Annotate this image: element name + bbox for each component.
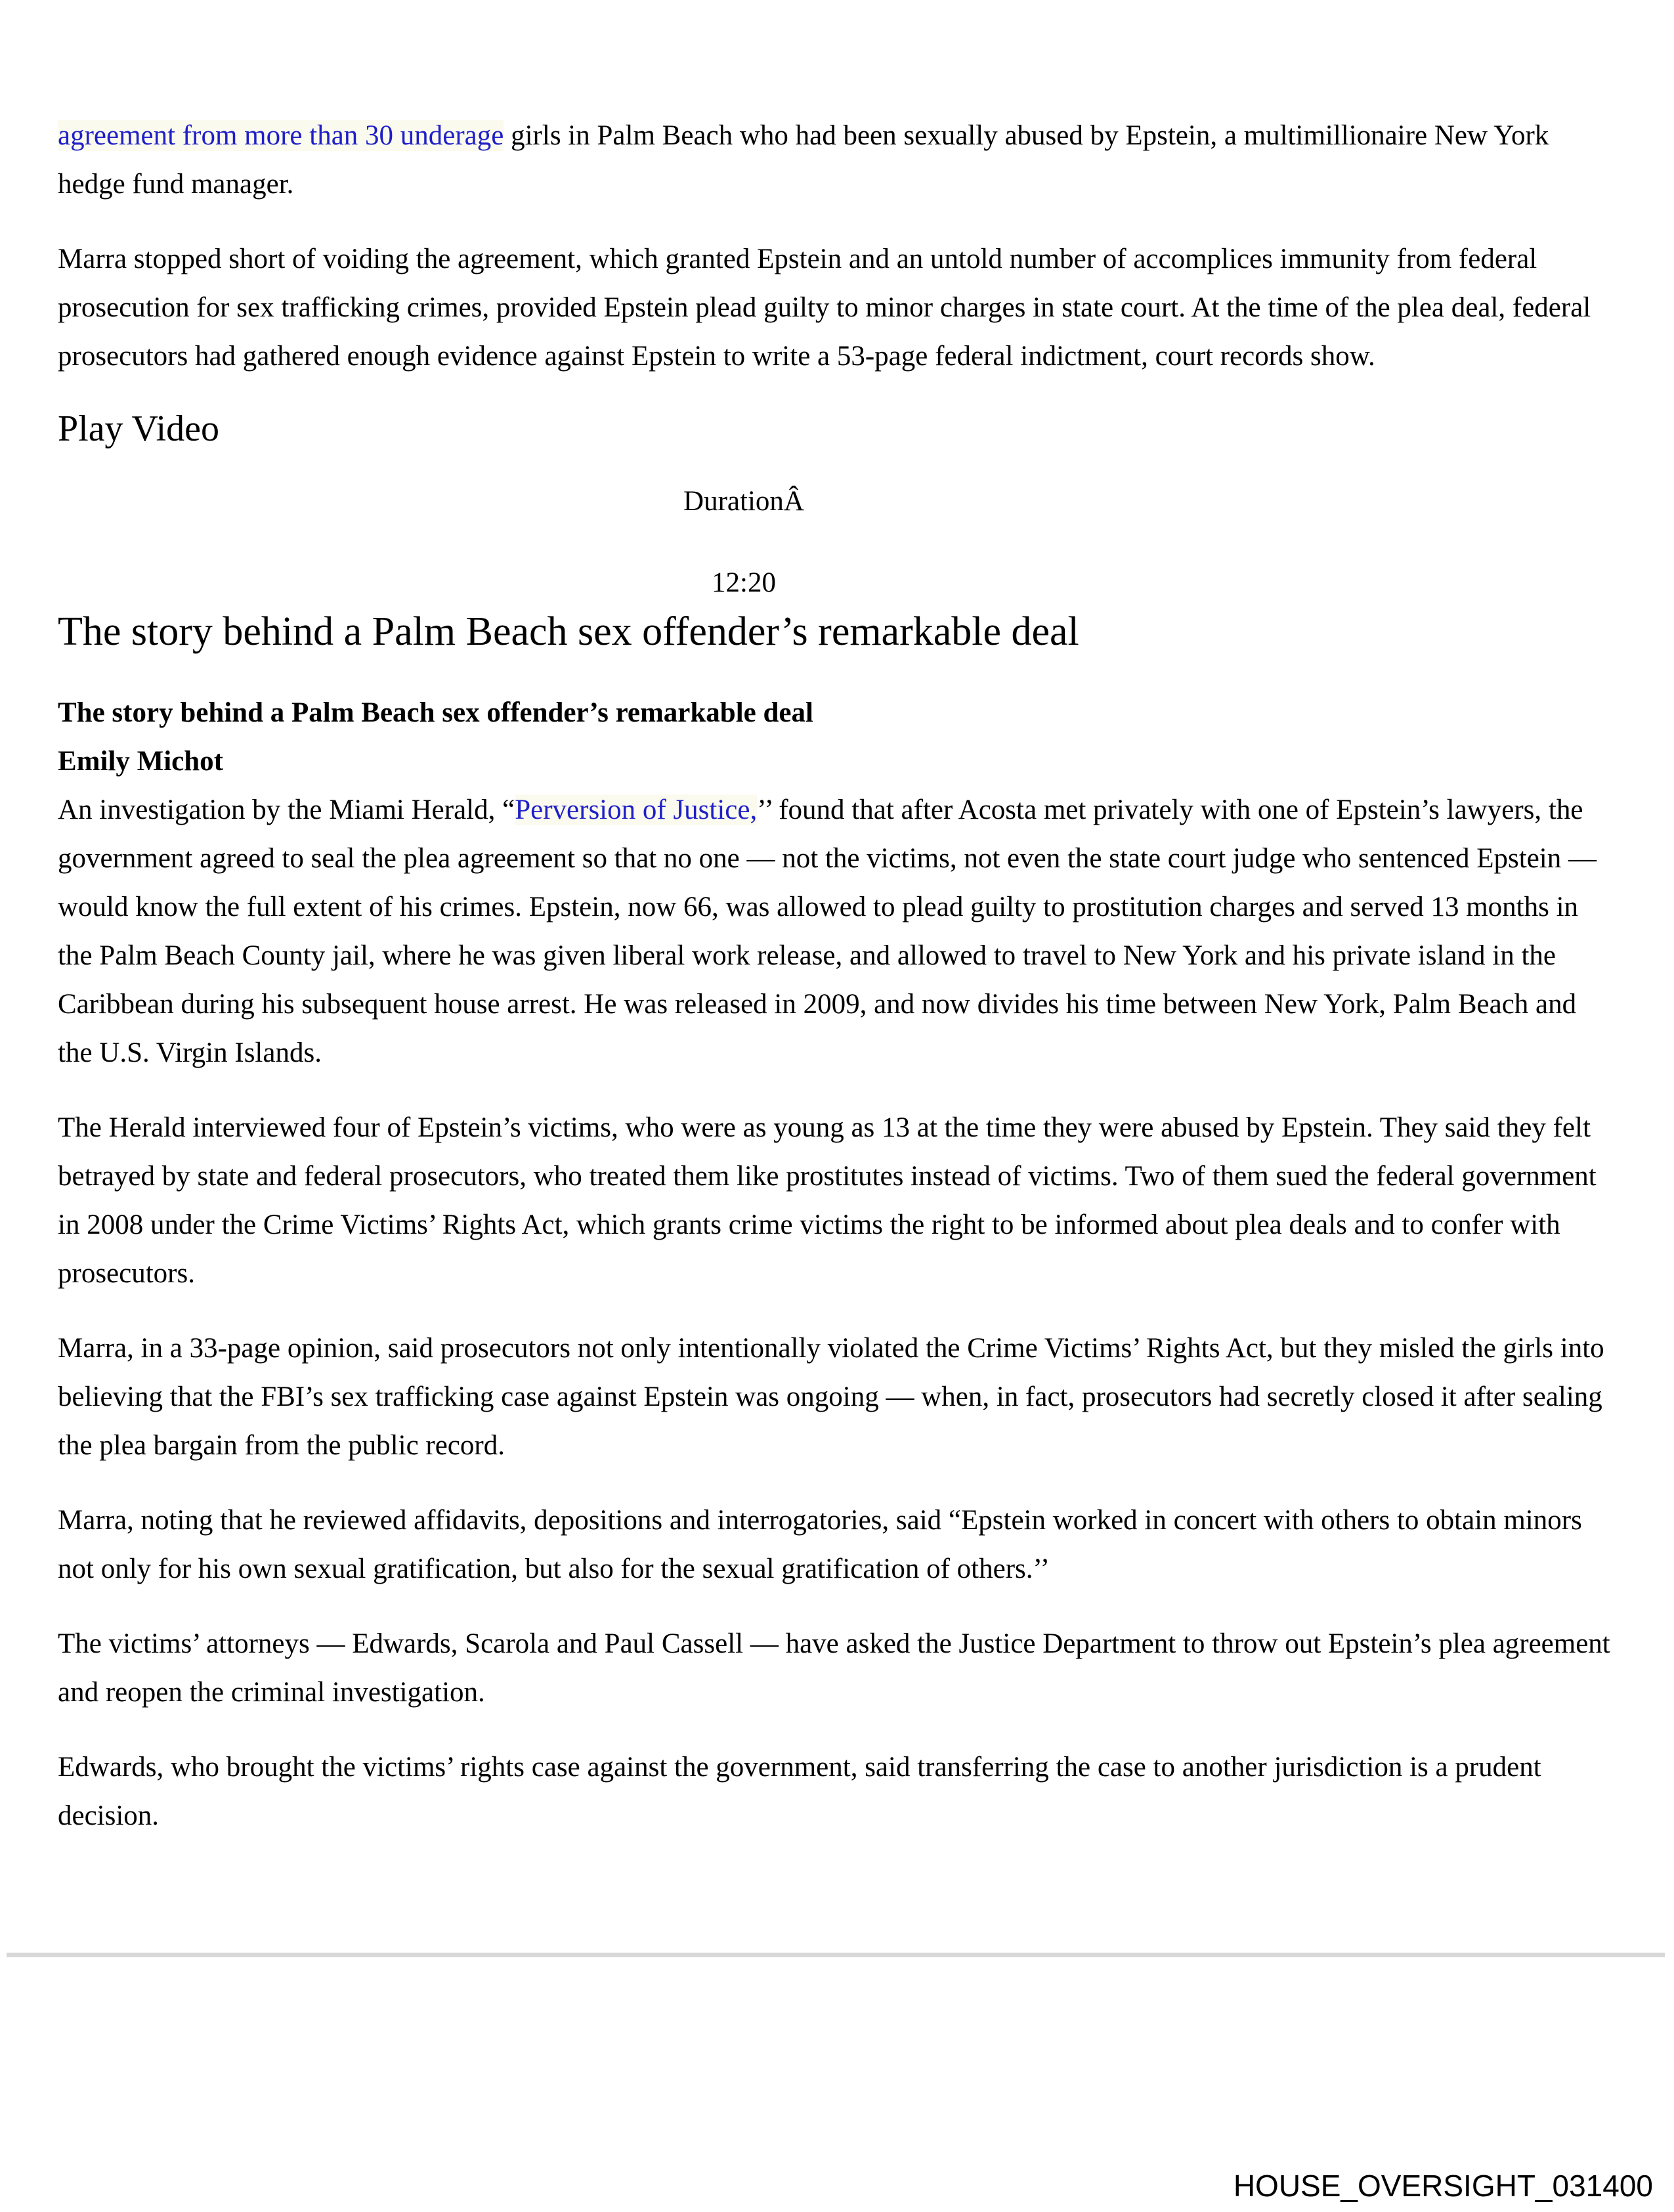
perversion-of-justice-link[interactable]: Perversion of Justice, [515,794,758,825]
story-paragraph-6: Edwards, who brought the victims’ rights case against the government, said transferring the case to another jurisdiction is a prudent decision. [58,1752,1541,1831]
video-duration-value: 12:20 [712,567,776,598]
story-paragraph-1-before: An investigation by the Miami Herald, “ [58,794,515,825]
story-paragraph-5: The victims’ attorneys — Edwards, Scarola and Paul Cassell — have asked the Justice Department to throw out Epstein’s plea agreement and reopen the criminal investigation. [58,1628,1610,1708]
story-paragraph-4: Marra, noting that he reviewed affidavits, depositions and interrogatories, said “Epstein worked in concert with others to obtain minors not only for his own sexual gratification, but also for the sexual gratification of others.’’ [58,1505,1582,1584]
intro-paragraph-1 [58,112,1616,209]
story-paragraph-3: Marra, in a 33-page opinion, said prosecutors not only intentionally violated the Crime Victims’ Rights Act, but they misled the girls into believing that the FBI’s sex trafficking case against Epstein was ongoing — when, in fact, prosecutors had secretly closed it after sealing the plea bargain from the public record. [58,1333,1604,1461]
video-meta [58,477,1430,607]
story-paragraph-1 [58,786,1616,1077]
story-byline: Emily Michot [58,746,223,777]
story-paragraph-2: The Herald interviewed four of Epstein’s victims, who were as young as 13 at the time they were abused by Epstein. They said they felt betrayed by state and federal prosecutors, who treated them like prostitutes instead of victims. Two of them sued the federal government in 2008 under the Crime Victims’ Rights Act, which grants crime victims the right to be informed about plea deals and to confer with prosecutors. [58,1112,1597,1289]
story-paragraph-1-after: ’’ found that after Acosta met privately with one of Epstein’s lawyers, the government agreed to seal the plea agreement so that no one — not the victims, not even the state court judge who sentenced Epstein — would know the full extent of his crimes. Epstein, now 66, was allowed to plead guilty to prostitution charges and served 13 months in the Palm Beach County jail, where he was given liberal work release, and allowed to travel to New York and his private island in the Caribbean during his subsequent house arrest. He was released in 2009, and now divides his time between New York, Palm Beach and the U.S. Virgin Islands. [58,794,1597,1068]
video-title: The story behind a Palm Beach sex offender’s remarkable deal [58,609,1079,654]
horizontal-divider [7,1953,1665,1957]
bates-number: HOUSE_OVERSIGHT_031400 [1233,2169,1653,2203]
intro-paragraph-2: Marra stopped short of voiding the agreement, which granted Epstein and an untold number of accomplices immunity from federal prosecution for sex trafficking crimes, provided Epstein plead guilty to minor charges in state court. At the time of the plea deal, federal prosecutors had gathered enough evidence against Epstein to write a 53-page federal indictment, court records show. [58,244,1591,372]
story-subtitle: The story behind a Palm Beach sex offender’s remarkable deal [58,697,813,728]
underage-girls-link[interactable]: agreement from more than 30 underage [58,120,504,151]
video-duration-label: DurationÂ [683,486,804,517]
play-video-heading[interactable]: Play Video [58,408,220,449]
intro-paragraph-1-text: girls in Palm Beach who had been sexually abused by Epstein, a multimillionaire New York hedge fund manager. [58,120,1549,200]
